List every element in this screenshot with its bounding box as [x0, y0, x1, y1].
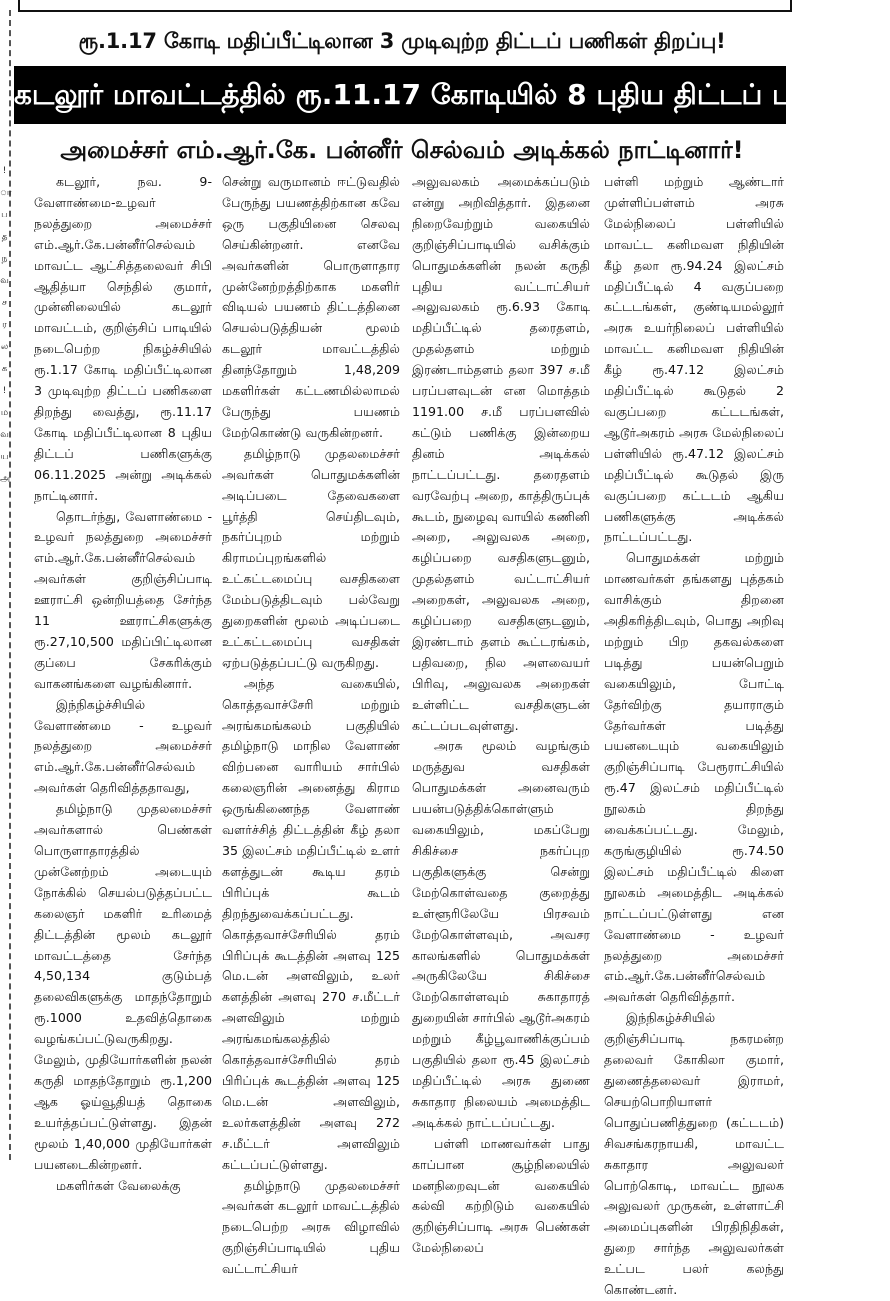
margin-fragment: ய [0, 452, 9, 462]
paragraph: தொடர்ந்து, வேளாண்மை - உழவர் நலத்துறை அமைச்சர் எம்.ஆர்.கே.பன்னீர்செல்வம் அவர்கள் குறிஞ்சிப்பாடி ஊராட்சி ஒன்றியத்தை சேர்ந்த 11 ஊராட்சிகளுக்கு ரூ.27,10,500 மதிப்பிட்டிலான குப்பை சேகரிக்கும் வாகனங்களை வழங்கினார். [34, 508, 212, 691]
previous-article-border [18, 0, 792, 12]
main-headline: கடலூர் மாவட்டத்தில் ரூ.11.17 கோடியில் 8 புதிய திட்டப் பணிகள்! [14, 66, 786, 124]
paragraph: பள்ளி மாணவர்கள் பாது காப்பான சூழ்நிலையில் மனநிறைவுடன் வகையில் கல்வி கற்றிடும் வகையில் குறிஞ்சிப்பாடி அரசு பெண்கள் மேல்நிலைப் [412, 1135, 590, 1256]
cut-line [9, 10, 11, 1160]
left-margin-fragments [0, 160, 12, 490]
margin-fragment: ந [1, 254, 8, 264]
margin-fragment: ! [2, 166, 7, 176]
margin-fragment: ச [2, 298, 7, 308]
paragraph: தமிழ்நாடு முதலமைச்சர் அவர்கள் கடலூர் மாவட்டத்தில் நடைபெற்ற அரசு விழாவில் குறிஞ்சிப்பாடியில் புதிய வட்டாட்சியர் [222, 1177, 400, 1277]
paragraph: அலுவலகம் அமைக்கப்படும் என்று அறிவித்தார். இதனை நிறைவேற்றும் வகையில் குறிஞ்சிப்பாடியில் வசிக்கும் பொதுமக்களின் நலன் கருதி புதிய வட்டாட்சியர் அலுவலகம் ரூ.6.93 கோடி மதிப்பீட்டில் தரைதளம், முதல்தளம் மற்றும் இரண்டாம்தளம் தலா 397 ச.மீ பரப்பளவுடன் என மொத்தம் 1191.00 ச.மீ பரப்பளவில் கட்டும் பணிக்கு இன்றைய தினம் அடிக்கல் நாட்டப்பட்டது. தரைதளம் வரவேற்பு அறை, காத்திருப்புக் கூடம், நுழைவு வாயில் கணினி அறை, அலுவலக அறை, கழிப்பறை வசதிகளுடனும், முதல்தளம் வட்டாட்சியர் அறைகள், அலுவலக அறை, கழிப்பறை வசதிகளுடனும், இரண்டாம் தளம் கூட்டரங்கம், பதிவறை, நில அளவையர் பிரிவு, அலுவலக அறைகள் உள்ளிட்ட வசதிகளுடன் கட்டப்படவுள்ளது. [412, 174, 590, 733]
margin-fragment: ல [0, 342, 9, 352]
paragraph: தமிழ்நாடு முதலமைச்சர் அவர்களால் பெண்கள் பொருளாதாரத்தில் முன்னேற்றம் அடையும் நோக்கில் செயல்படுத்தப்பட்ட கலைஞர் மகளிர் உரிமைத் திட்டத்தின் மூலம் கடலூர் மாவட்டத்தை சேர்ந்த 4,50,134 குடும்பத் தலைவிகளுக்கு மாதந்தோறும் ரூ.1000 உதவித்தொகை வழங்கப்பட்டுவருகிறது. மேலும், முதியோர்களின் நலன் கருதி மாதந்தோறும் ரூ.1,200 ஆக ஓய்வூதியத் தொகை உயர்த்தப்பட்டுள்ளது. இதன் மூலம் 1,40,000 முதியோர்கள் பயனடைகின்றனர். [34, 801, 212, 1172]
margin-fragment: க [1, 364, 8, 374]
paragraph: இந்நிகழ்ச்சியில் குறிஞ்சிப்பாடி நகரமன்ற தலைவர் கோகிலா குமார், துணைத்தலைவர் இராமர், செயற்பொறியாளர் பொதுப்பணித்துறை (கட்டடம்) சிவசங்கரநாயகி, மாவட்ட சுகாதார அலுவலர் பொற்கொடி, மாவட்ட நூலக அலுவலர் முருகன், உள்ளாட்சி அமைப்புகளின் பிரதிநிதிகள், துறை சார்ந்த அலுவலர்கள் உட்பட பலர் கலந்து கொண்டனர். [604, 1010, 784, 1298]
article-column-3 [412, 172, 590, 1256]
paragraph: அரசு மூலம் வழங்கும் மருத்துவ வசதிகள் பொதுமக்கள் அனைவரும் பயன்படுத்திக்கொள்ளும் வகையிலும், மகப்பேறு சிகிச்சை நகர்ப்புற பகுதிகளுக்கு சென்று மேற்கொள்வதை குறைத்து உள்ளூரிலேயே பிரசவம் மேற்கொள்ளவும், அவசர காலங்களில் பொதுமக்கள் அருகிலேயே சிகிச்சை மேற்கொள்ளவும் சுகாதாரத் துறையின் சார்பில் ஆடூர்அகரம் மற்றும் கீழ்பூவாணிக்குப்பம் பகுதியில் தலா ரூ.45 இலட்சம் மதிப்பீட்டில் அரசு துணை சுகாதார நிலையம் அமைத்திட அடிக்கல் நாட்டப்பட்டது. [412, 738, 590, 1130]
margin-fragment: வ [0, 276, 9, 286]
margin-fragment: அ [0, 474, 11, 484]
margin-fragment: ா [0, 188, 12, 198]
margin-fragment: வ [0, 430, 9, 440]
margin-fragment: ! [2, 386, 7, 396]
article-column-1 [34, 172, 212, 1193]
paragraph: கடலூர், நவ. 9- வேளாண்மை-உழவர் நலத்துறை அமைச்சர் எம்.ஆர்.கே.பன்னீர்செல்வம் மாவட்ட ஆட்சித்தலைவர் சிபி ஆதித்யா செந்தில் குமார், முன்னிலையில் கடலூர் மாவட்டம், குறிஞ்சிப் பாடியில் நடைபெற்ற நிகழ்ச்சியில் ரூ.1.17 கோடி மதிப்பீட்டிலான 3 முடிவுற்ற திட்டப் பணிகளை திறந்து வைத்து, ரூ.11.17 கோடி மதிப்பீட்டிலான 8 புதிய திட்டப் பணிகளுக்கு 06.11.2025 அன்று அடிக்கல் நாட்டினார். [34, 174, 212, 503]
article-column-4 [604, 172, 784, 1298]
margin-fragment: ர [2, 320, 7, 330]
paragraph: சென்று வருமானம் ஈட்டுவதில் பேருந்து பயணத்திற்கான கவே ஒரு பகுதியினை செலவு செய்கின்றனர். எனவே அவர்களின் பொருளாதார முன்னேற்றத்திற்காக மகளிர் விடியல் பயணம் திட்டத்தினை செயல்படுத்தியன் மூலம் கடலூர் மாவட்டத்தில் தினந்தோறும் 1,48,209 மகளிர்கள் கட்டணமில்லாமல் பேருந்து பயணம் மேற்கொண்டு வருகின்றனர். [222, 174, 400, 440]
paragraph: தமிழ்நாடு முதலமைச்சர் அவர்கள் பொதுமக்களின் அடிப்படை தேவைகளை பூர்த்தி செய்திடவும், நகர்ப்புறம் மற்றும் கிராமப்புறங்களில் உட்கட்டமைப்பு வசதிகளை மேம்படுத்திடவும் பல்வேறு துறைகளின் மூலம் அடிப்படை உட்கட்டமைப்பு வசதிகள் ஏற்படுத்தப்பட்டு வருகிறது. [222, 445, 400, 670]
kicker-headline: ரூ.1.17 கோடி மதிப்பீட்டிலான 3 முடிவுற்ற திட்டப் பணிகள் திறப்பு! [78, 29, 726, 53]
paragraph: பள்ளி மற்றும் ஆண்டார் முள்ளிப்பள்ளம் அரசு மேல்நிலைப் பள்ளியில் மாவட்ட கனிமவள நிதியின் கீழ் தலா ரூ.94.24 இலட்சம் மதிப்பீட்டில் 4 வகுப்பறை கட்டடங்கள், குண்டியமல்லூர் அரசு உயர்நிலைப் பள்ளியில் மாவட்ட கனிமவள நிதியின் கீழ் ரூ.47.12 இலட்சம் மதிப்பீட்டில் கூடுதல் 2 வகுப்பறை கட்டடங்கள், ஆடூர்அகரம் அரசு மேல்நிலைப் பள்ளியில் ரூ.47.12 இலட்சம் மதிப்பீட்டில் கூடுதல் இரு வகுப்பறை கட்டடம் ஆகிய பணிகளுக்கு அடிக்கல் நாட்டப்பட்டது. [604, 174, 784, 545]
article-column-2 [222, 172, 400, 1277]
margin-fragment: த [1, 232, 8, 242]
margin-fragment: ப [1, 210, 8, 220]
paragraph: இந்நிகழ்ச்சியில் வேளாண்மை - உழவர் நலத்துறை அமைச்சர் எம்.ஆர்.கே.பன்னீர்செல்வம் அவர்கள் தெரிவித்ததாவது, [34, 696, 212, 796]
margin-fragment: ம [0, 408, 9, 418]
paragraph: மகளிர்கள் வேலைக்கு [56, 1177, 181, 1193]
paragraph: பொதுமக்கள் மற்றும் மாணவர்கள் தங்களது புத்தகம் வாசிக்கும் திறனை அதிகரித்திடவும், பொது அறிவு மற்றும் பிற தகவல்களை படித்து பயன்பெறும் வகையிலும், போட்டி தேர்விற்கு தயாராகும் தேர்வர்கள் படித்து பயனடையும் வகையிலும் குறிஞ்சிப்பாடி பேரூராட்சியில் ரூ.47 இலட்சம் மதிப்பீட்டில் நூலகம் திறந்து வைக்கப்பட்டது. மேலும், கருங்குழியில் ரூ.74.50 இலட்சம் மதிப்பீட்டில் கிளை நூலகம் அமைத்திட அடிக்கல் நாட்டப்பட்டுள்ளது என வேளாண்மை - உழவர் நலத்துறை அமைச்சர் எம்.ஆர்.கே.பன்னீர்செல்வம் அவர்கள் தெரிவித்தார். [604, 550, 784, 1005]
paragraph: அந்த வகையில், கொத்தவாச்சேரி மற்றும் அரங்கமங்கலம் பகுதியில் தமிழ்நாடு மாநில வேளாண் விற்பனை வாரியம் சார்பில் கலைஞரின் அனைத்து கிராம ஒருங்கிணைந்த வேளாண் வளர்ச்சித் திட்டத்தின் கீழ் தலா 35 இலட்சம் மதிப்பீட்டில் உளர் களத்துடன் கூடிய தரம் பிரிப்புக் கூடம் திறந்துவைக்கப்பட்டது. கொத்தவாச்சேரியில் தரம் பிரிப்புக் கூடத்தின் அளவு 125 மெ.டன் அளவிலும், உலர் களத்தின் அளவு 270 ச.மீட்டர் அளவிலும் மற்றும் அரங்கமங்கலத்தில் கொத்தவாச்சேரியில் தரம் பிரிப்புக் கூடத்தின் அளவு 125 மெ.டன் அளவிலும், உலர்களத்தின் அளவு 272 ச.மீட்டர் அளவிலும் கட்டப்பட்டுள்ளது. [222, 675, 400, 1172]
sub-headline: அமைச்சர் எம்.ஆர்.கே. பன்னீர் செல்வம் அடிக்கல் நாட்டினார்! [60, 136, 744, 164]
